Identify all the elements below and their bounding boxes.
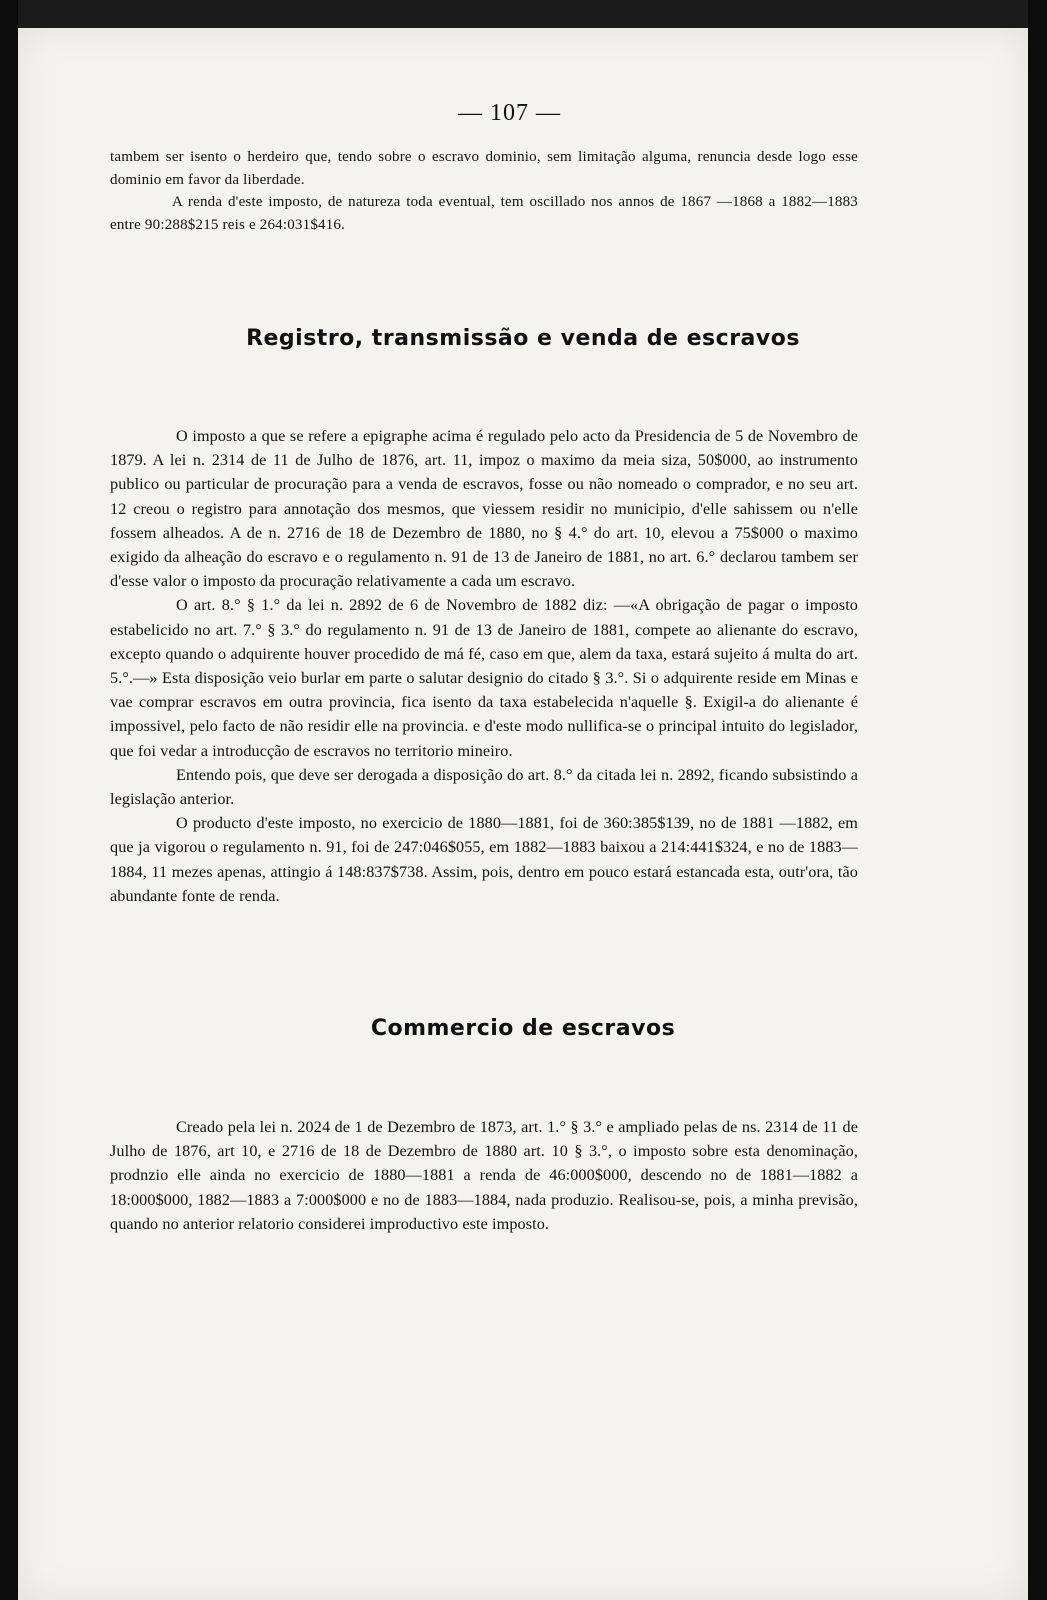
section-heading: Registro, transmissão e venda de escravos	[246, 326, 800, 351]
body-paragraph: O art. 8.° § 1.° da lei n. 2892 de 6 de Novembro de 1882 diz: —«A obrigação de pagar o imposto estabelicido no art. 7.° § 3.° do regulamento n. 91 de 13 de Janeiro de 1881, compete ao alienante do escravo, excepto quando o adquirente houver procedido de má fé, caso em que, alem da taxa, estará sujeito á multa do art. 5.°.—» Esta disposição veio burlar em parte o salutar designio do citado § 3.°. Si o adquirente reside em Minas e vae comprar escravos em outra provincia, fica isento da taxa estabelecida n'aquelle §. Exigil-a do alienante é impossivel, pelo facto de não residir elle na provincia. e d'este modo nullifica-se o principal intuito do legislador, que foi vedar a introducção de escravos no territorio mineiro.	[110, 596, 858, 760]
section-heading: Commercio de escravos	[370, 1016, 676, 1041]
body-paragraph: Entendo pois, que deve ser derogada a disposição do art. 8.° da citada lei n. 2892, ficando subsistindo a legislação anterior.	[110, 765, 858, 809]
intro-paragraph: tambem ser isento o herdeiro que, tendo sobre o escravo dominio, sem limitação alguma, renuncia desde logo esse dominio em favor da liberdade.	[110, 149, 858, 188]
intro-paragraph: A renda d'este imposto, de natureza toda eventual, tem oscillado nos annos de 1867 —1868 a 1882—1883 entre 90:288$215 reis e 264:031$416.	[110, 194, 858, 233]
section-body	[110, 424, 858, 908]
section-body	[110, 1115, 858, 1236]
intro-text	[110, 146, 858, 236]
body-paragraph: Creado pela lei n. 2024 de 1 de Dezembro de 1873, art. 1.° § 3.° e ampliado pelas de ns. 2314 de 11 de Julho de 1876, art 10, e 2716 de 18 de Dezembro de 1880 art. 10 § 3.°, o imposto sobre esta denominação, prodnzio elle ainda no exercicio de 1880—1881 a renda de 46:000$000, descendo no de 1881—1882 a 18:000$000, 1882—1883 a 7:000$000 e no de 1883—1884, nada produzio. Realisou-se, pois, a minha previsão, quando no anterior relatorio considerei improductivo este imposto.	[110, 1118, 858, 1233]
body-paragraph: O imposto a que se refere a epigraphe acima é regulado pelo acto da Presidencia de 5 de Novembro de 1879. A lei n. 2314 de 11 de Julho de 1876, art. 11, impoz o maximo da meia siza, 50$000, ao instrumento publico ou particular de procuração para a venda de escravos, fosse ou não nomeado o comprador, e no seu art. 12 creou o registro para annotação dos mesmos, que viessem residir no municipio, d'elle sahissem ou n'elle fossem alheados. A de n. 2716 de 18 de Dezembro de 1880, no § 4.° do art. 10, elevou a 75$000 o maximo exigido da alheação do escravo e o regulamento n. 91 de 13 de Janeiro de 1881, no art. 6.° declarou tambem ser d'esse valor o imposto da procuração relativamente a cada um escravo.	[110, 427, 858, 591]
scan-right-edge	[1028, 0, 1047, 1600]
body-paragraph: O producto d'este imposto, no exercicio de 1880—1881, foi de 360:385$139, no de 1881 —1882, em que ja vigorou o regulamento n. 91, foi de 247:046$055, em 1882—1883 baixou a 214:441$324, e no de 1883—1884, 11 mezes apenas, attingio á 148:837$738. Assim, pois, dentro em pouco estará estancada esta, outr'ora, tão abundante fonte de renda.	[110, 814, 858, 905]
scan-left-edge	[0, 0, 18, 1600]
page-number: — 107 —	[458, 100, 561, 126]
document-page	[18, 28, 1028, 1600]
